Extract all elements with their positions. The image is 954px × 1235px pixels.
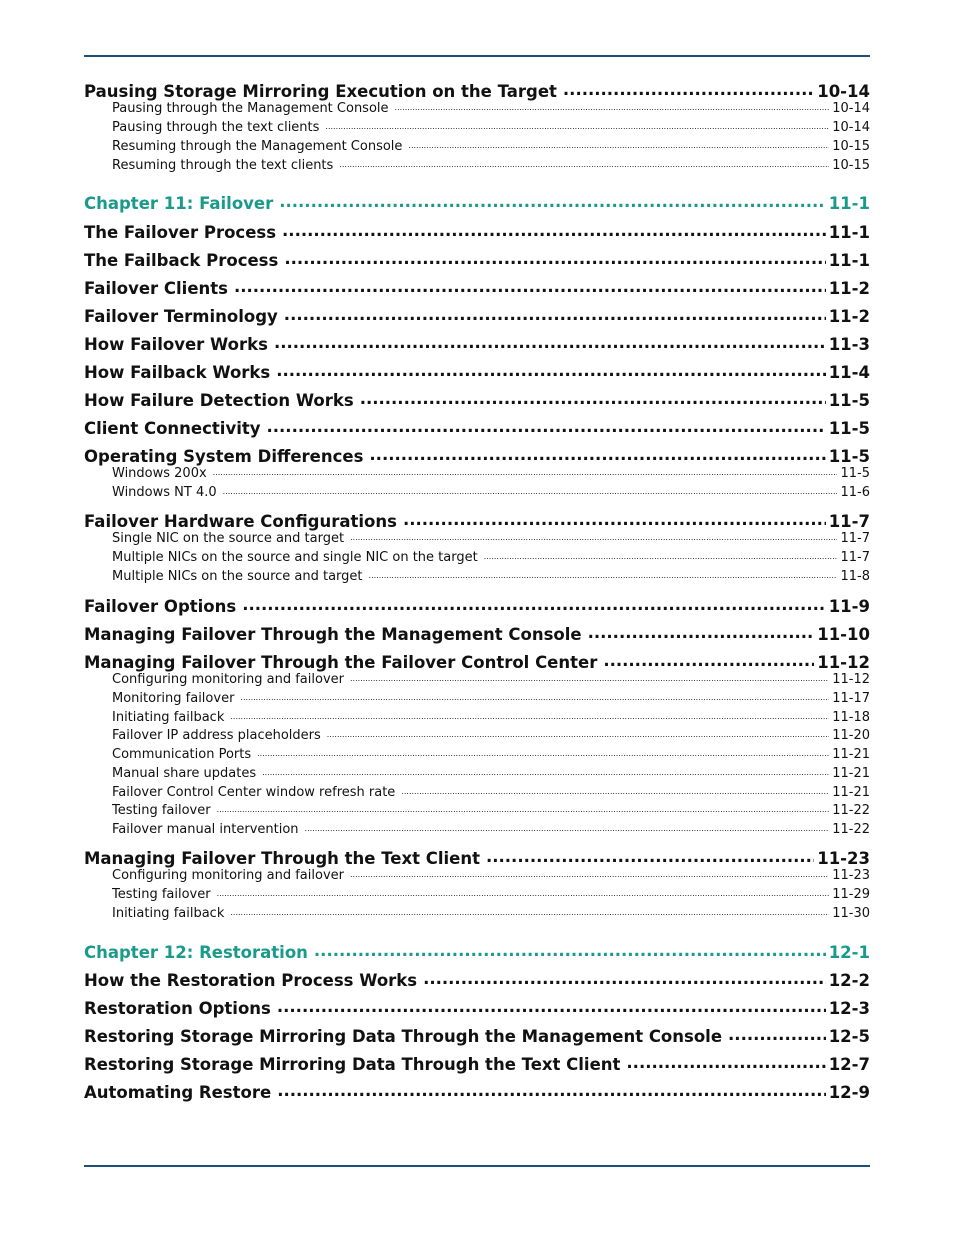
subsection-entry[interactable]	[84, 747, 870, 762]
dot-leader	[279, 192, 825, 209]
entry-page-number: 10-15	[832, 139, 870, 154]
section-entry[interactable]	[84, 305, 870, 326]
entry-page-number: 10-15	[832, 158, 870, 173]
subsection-entry[interactable]	[84, 531, 870, 546]
dot-leader	[240, 694, 829, 702]
dot-leader	[728, 1025, 826, 1042]
entry-page-number: 11-18	[832, 710, 870, 725]
dot-leader	[360, 389, 826, 406]
entry-title: Resuming through the text clients	[112, 158, 334, 173]
dot-leader	[223, 488, 838, 496]
entry-title: Pausing through the Management Console	[112, 101, 389, 116]
entry-page-number: 12-5	[828, 1026, 870, 1046]
section-entry[interactable]	[84, 1025, 870, 1046]
entry-title: Pausing Storage Mirroring Execution on the Target	[84, 81, 557, 101]
entry-page-number: 11-17	[832, 691, 870, 706]
section-entry[interactable]	[84, 80, 870, 101]
entry-title: Communication Ports	[112, 747, 252, 762]
entry-page-number: 11-1	[828, 193, 870, 213]
dot-leader	[588, 623, 815, 640]
entry-title: Managing Failover Through the Text Client	[84, 848, 480, 868]
entry-page-number: 10-14	[832, 101, 870, 116]
footer-rule	[84, 1165, 870, 1167]
section-entry[interactable]	[84, 969, 870, 990]
section-entry[interactable]	[84, 333, 870, 354]
dot-leader	[314, 941, 826, 958]
dot-leader	[274, 333, 826, 350]
subsection-entry[interactable]	[84, 485, 870, 500]
section-entry[interactable]	[84, 361, 870, 382]
entry-title: Failover Clients	[84, 278, 228, 298]
subsection-entry[interactable]	[84, 785, 870, 800]
dot-leader	[325, 123, 829, 131]
entry-title: How Failure Detection Works	[84, 390, 354, 410]
entry-title: Automating Restore	[84, 1082, 272, 1102]
entry-title: How Failover Works	[84, 334, 268, 354]
section-entry[interactable]	[84, 417, 870, 438]
entry-page-number: 11-29	[832, 887, 870, 902]
entry-title: Failover Hardware Configurations	[84, 511, 397, 531]
entry-title: Configuring monitoring and failover	[112, 672, 344, 687]
entry-title: The Failover Process	[84, 222, 277, 242]
subsection-entry[interactable]	[84, 672, 870, 687]
entry-title: Client Connectivity	[84, 418, 261, 438]
section-entry[interactable]	[84, 651, 870, 672]
entry-title: Multiple NICs on the source and target	[112, 569, 363, 584]
subsection-entry[interactable]	[84, 868, 870, 883]
entry-page-number: 12-7	[828, 1054, 870, 1074]
entry-title: Testing failover	[112, 803, 211, 818]
entry-title: Failover IP address placeholders	[112, 728, 321, 743]
entry-page-number: 11-22	[832, 822, 870, 837]
entry-title: Single NIC on the source and target	[112, 531, 345, 546]
section-entry[interactable]	[84, 249, 870, 270]
entry-page-number: 11-7	[840, 531, 870, 546]
dot-leader	[350, 871, 829, 879]
dot-leader	[284, 249, 825, 266]
dot-leader	[369, 572, 838, 580]
entry-page-number: 11-23	[832, 868, 870, 883]
subsection-entry[interactable]	[84, 803, 870, 818]
dot-leader	[401, 788, 829, 796]
entry-title: Operating System Differences	[84, 446, 364, 466]
entry-page-number: 11-21	[832, 747, 870, 762]
entry-title: Failover Control Center window refresh rate	[112, 785, 396, 800]
entry-title: How the Restoration Process Works	[84, 970, 418, 990]
entry-page-number: 11-9	[828, 596, 870, 616]
entry-title: Monitoring failover	[112, 691, 235, 706]
dot-leader	[626, 1053, 825, 1070]
dot-leader	[262, 769, 829, 777]
dot-leader	[327, 731, 829, 739]
entry-page-number: 12-9	[828, 1082, 870, 1102]
subsection-entry[interactable]	[84, 691, 870, 706]
entry-page-number: 12-3	[828, 998, 870, 1018]
dot-leader	[217, 806, 830, 814]
section-entry[interactable]	[84, 623, 870, 644]
dot-leader	[267, 417, 826, 434]
section-entry[interactable]	[84, 847, 870, 868]
section-entry[interactable]	[84, 1053, 870, 1074]
entry-page-number: 12-1	[828, 942, 870, 962]
subsection-entry[interactable]	[84, 710, 870, 725]
chapter-entry[interactable]	[84, 192, 870, 213]
subsection-entry[interactable]	[84, 766, 870, 781]
entry-title: Restoring Storage Mirroring Data Through the Text Client	[84, 1054, 621, 1074]
entry-page-number: 11-2	[828, 278, 870, 298]
entry-title: Managing Failover Through the Failover Control Center	[84, 652, 598, 672]
entry-title: Pausing through the text clients	[112, 120, 320, 135]
entry-page-number: 11-5	[828, 390, 870, 410]
entry-page-number: 11-20	[832, 728, 870, 743]
entry-title: Chapter 11: Failover	[84, 193, 274, 213]
subsection-entry[interactable]	[84, 158, 870, 173]
dot-leader	[403, 510, 826, 527]
entry-page-number: 12-2	[828, 970, 870, 990]
entry-title: Failover manual intervention	[112, 822, 299, 837]
subsection-entry[interactable]	[84, 569, 870, 584]
entry-page-number: 11-21	[832, 766, 870, 781]
dot-leader	[284, 305, 826, 322]
entry-page-number: 11-23	[817, 848, 870, 868]
section-entry[interactable]	[84, 997, 870, 1018]
section-entry[interactable]	[84, 510, 870, 531]
subsection-entry[interactable]	[84, 466, 870, 481]
entry-title: Restoration Options	[84, 998, 271, 1018]
entry-title: Multiple NICs on the source and single NIC on the target	[112, 550, 478, 565]
dot-leader	[230, 909, 829, 917]
subsection-entry[interactable]	[84, 728, 870, 743]
dot-leader	[484, 553, 838, 561]
entry-title: Initiating failback	[112, 906, 225, 921]
dot-leader	[395, 104, 830, 112]
entry-title: Resuming through the Management Console	[112, 139, 403, 154]
entry-title: Manual share updates	[112, 766, 257, 781]
entry-page-number: 11-2	[828, 306, 870, 326]
dot-leader	[408, 142, 829, 150]
section-entry[interactable]	[84, 389, 870, 410]
entry-page-number: 11-10	[817, 624, 870, 644]
dot-leader	[305, 825, 830, 833]
subsection-entry[interactable]	[84, 822, 870, 837]
entry-page-number: 11-7	[828, 511, 870, 531]
entry-title: Failover Options	[84, 596, 237, 616]
dot-leader	[277, 997, 826, 1014]
table-of-contents	[84, 0, 870, 1235]
entry-title: Testing failover	[112, 887, 211, 902]
section-entry[interactable]	[84, 1081, 870, 1102]
dot-leader	[276, 361, 825, 378]
section-entry[interactable]	[84, 445, 870, 466]
chapter-entry[interactable]	[84, 941, 870, 962]
dot-leader	[350, 534, 837, 542]
dot-leader	[242, 595, 826, 612]
entry-title: Failover Terminology	[84, 306, 278, 326]
section-entry[interactable]	[84, 221, 870, 242]
entry-page-number: 11-7	[840, 550, 870, 565]
dot-leader	[217, 890, 830, 898]
entry-title: Restoring Storage Mirroring Data Through the Management Console	[84, 1026, 723, 1046]
entry-title: How Failback Works	[84, 362, 271, 382]
entry-page-number: 11-1	[828, 222, 870, 242]
entry-title: Chapter 12: Restoration	[84, 942, 308, 962]
subsection-entry[interactable]	[84, 101, 870, 116]
subsection-entry[interactable]	[84, 139, 870, 154]
entry-page-number: 11-6	[840, 485, 870, 500]
entry-page-number: 11-8	[840, 569, 870, 584]
entry-page-number: 11-22	[832, 803, 870, 818]
dot-leader	[486, 847, 814, 864]
entry-page-number: 11-5	[828, 446, 870, 466]
dot-leader	[350, 675, 829, 683]
entry-title: The Failback Process	[84, 250, 279, 270]
dot-leader	[230, 713, 829, 721]
entry-title: Initiating failback	[112, 710, 225, 725]
dot-leader	[213, 469, 838, 477]
dot-leader	[277, 1081, 826, 1098]
entry-page-number: 11-12	[817, 652, 870, 672]
entry-page-number: 11-1	[828, 250, 870, 270]
entry-page-number: 11-3	[828, 334, 870, 354]
dot-leader	[339, 161, 829, 169]
dot-leader	[282, 221, 826, 238]
dot-leader	[603, 651, 814, 668]
entry-page-number: 11-5	[828, 418, 870, 438]
subsection-entry[interactable]	[84, 887, 870, 902]
subsection-entry[interactable]	[84, 550, 870, 565]
entry-page-number: 11-4	[828, 362, 870, 382]
dot-leader	[563, 80, 814, 97]
dot-leader	[257, 750, 829, 758]
section-entry[interactable]	[84, 595, 870, 616]
entry-page-number: 11-21	[832, 785, 870, 800]
entry-title: Windows 200x	[112, 466, 207, 481]
dot-leader	[369, 445, 825, 462]
entry-title: Windows NT 4.0	[112, 485, 217, 500]
subsection-entry[interactable]	[84, 120, 870, 135]
entry-title: Configuring monitoring and failover	[112, 868, 344, 883]
dot-leader	[423, 969, 826, 986]
entry-page-number: 11-30	[832, 906, 870, 921]
entry-page-number: 11-5	[840, 466, 870, 481]
dot-leader	[234, 277, 826, 294]
entry-title: Managing Failover Through the Management Console	[84, 624, 582, 644]
entry-page-number: 10-14	[817, 81, 870, 101]
section-entry[interactable]	[84, 277, 870, 298]
entry-page-number: 10-14	[832, 120, 870, 135]
entry-page-number: 11-12	[832, 672, 870, 687]
subsection-entry[interactable]	[84, 906, 870, 921]
